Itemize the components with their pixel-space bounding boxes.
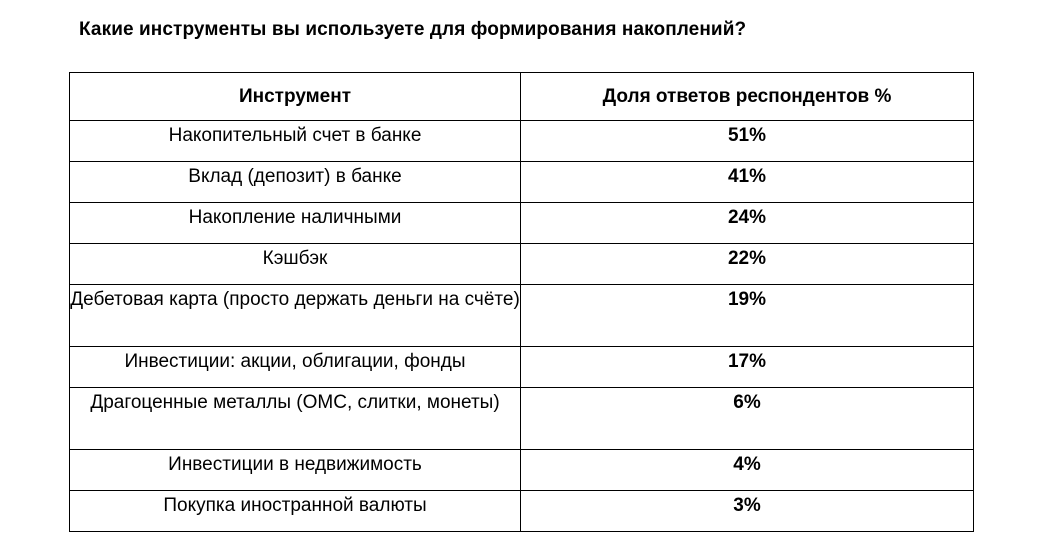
value-cell: 17%: [521, 347, 974, 388]
value-cell: 41%: [521, 162, 974, 203]
table-row: [70, 491, 974, 532]
tool-cell: Кэшбэк: [70, 244, 521, 285]
table-row: [70, 388, 974, 450]
tool-cell: Накопление наличными: [70, 203, 521, 244]
tool-cell: Инвестиции в недвижимость: [70, 450, 521, 491]
table-row: [70, 285, 974, 347]
table-row: [70, 244, 974, 285]
value-cell: 22%: [521, 244, 974, 285]
table-row: [70, 162, 974, 203]
survey-table: [69, 72, 974, 532]
value-cell: 4%: [521, 450, 974, 491]
tool-cell: Инвестиции: акции, облигации, фонды: [70, 347, 521, 388]
table-title: Какие инструменты вы используете для формирования накоплений?: [79, 19, 747, 40]
value-cell: 6%: [521, 388, 974, 450]
table-row: [70, 450, 974, 491]
tool-cell: Вклад (депозит) в банке: [70, 162, 521, 203]
value-cell: 51%: [521, 121, 974, 162]
column-header-tool: Инструмент: [70, 73, 521, 121]
table-row: [70, 347, 974, 388]
tool-cell: Накопительный счет в банке: [70, 121, 521, 162]
table-row: [70, 121, 974, 162]
table-row: [70, 203, 974, 244]
table-header-row: [70, 73, 974, 121]
value-cell: 3%: [521, 491, 974, 532]
tool-cell: Покупка иностранной валюты: [70, 491, 521, 532]
tool-cell: Дебетовая карта (просто держать деньги на счёте): [70, 285, 521, 347]
tool-cell: Драгоценные металлы (ОМС, слитки, монеты): [70, 388, 521, 450]
column-header-share: Доля ответов респондентов %: [521, 73, 974, 121]
value-cell: 19%: [521, 285, 974, 347]
value-cell: 24%: [521, 203, 974, 244]
